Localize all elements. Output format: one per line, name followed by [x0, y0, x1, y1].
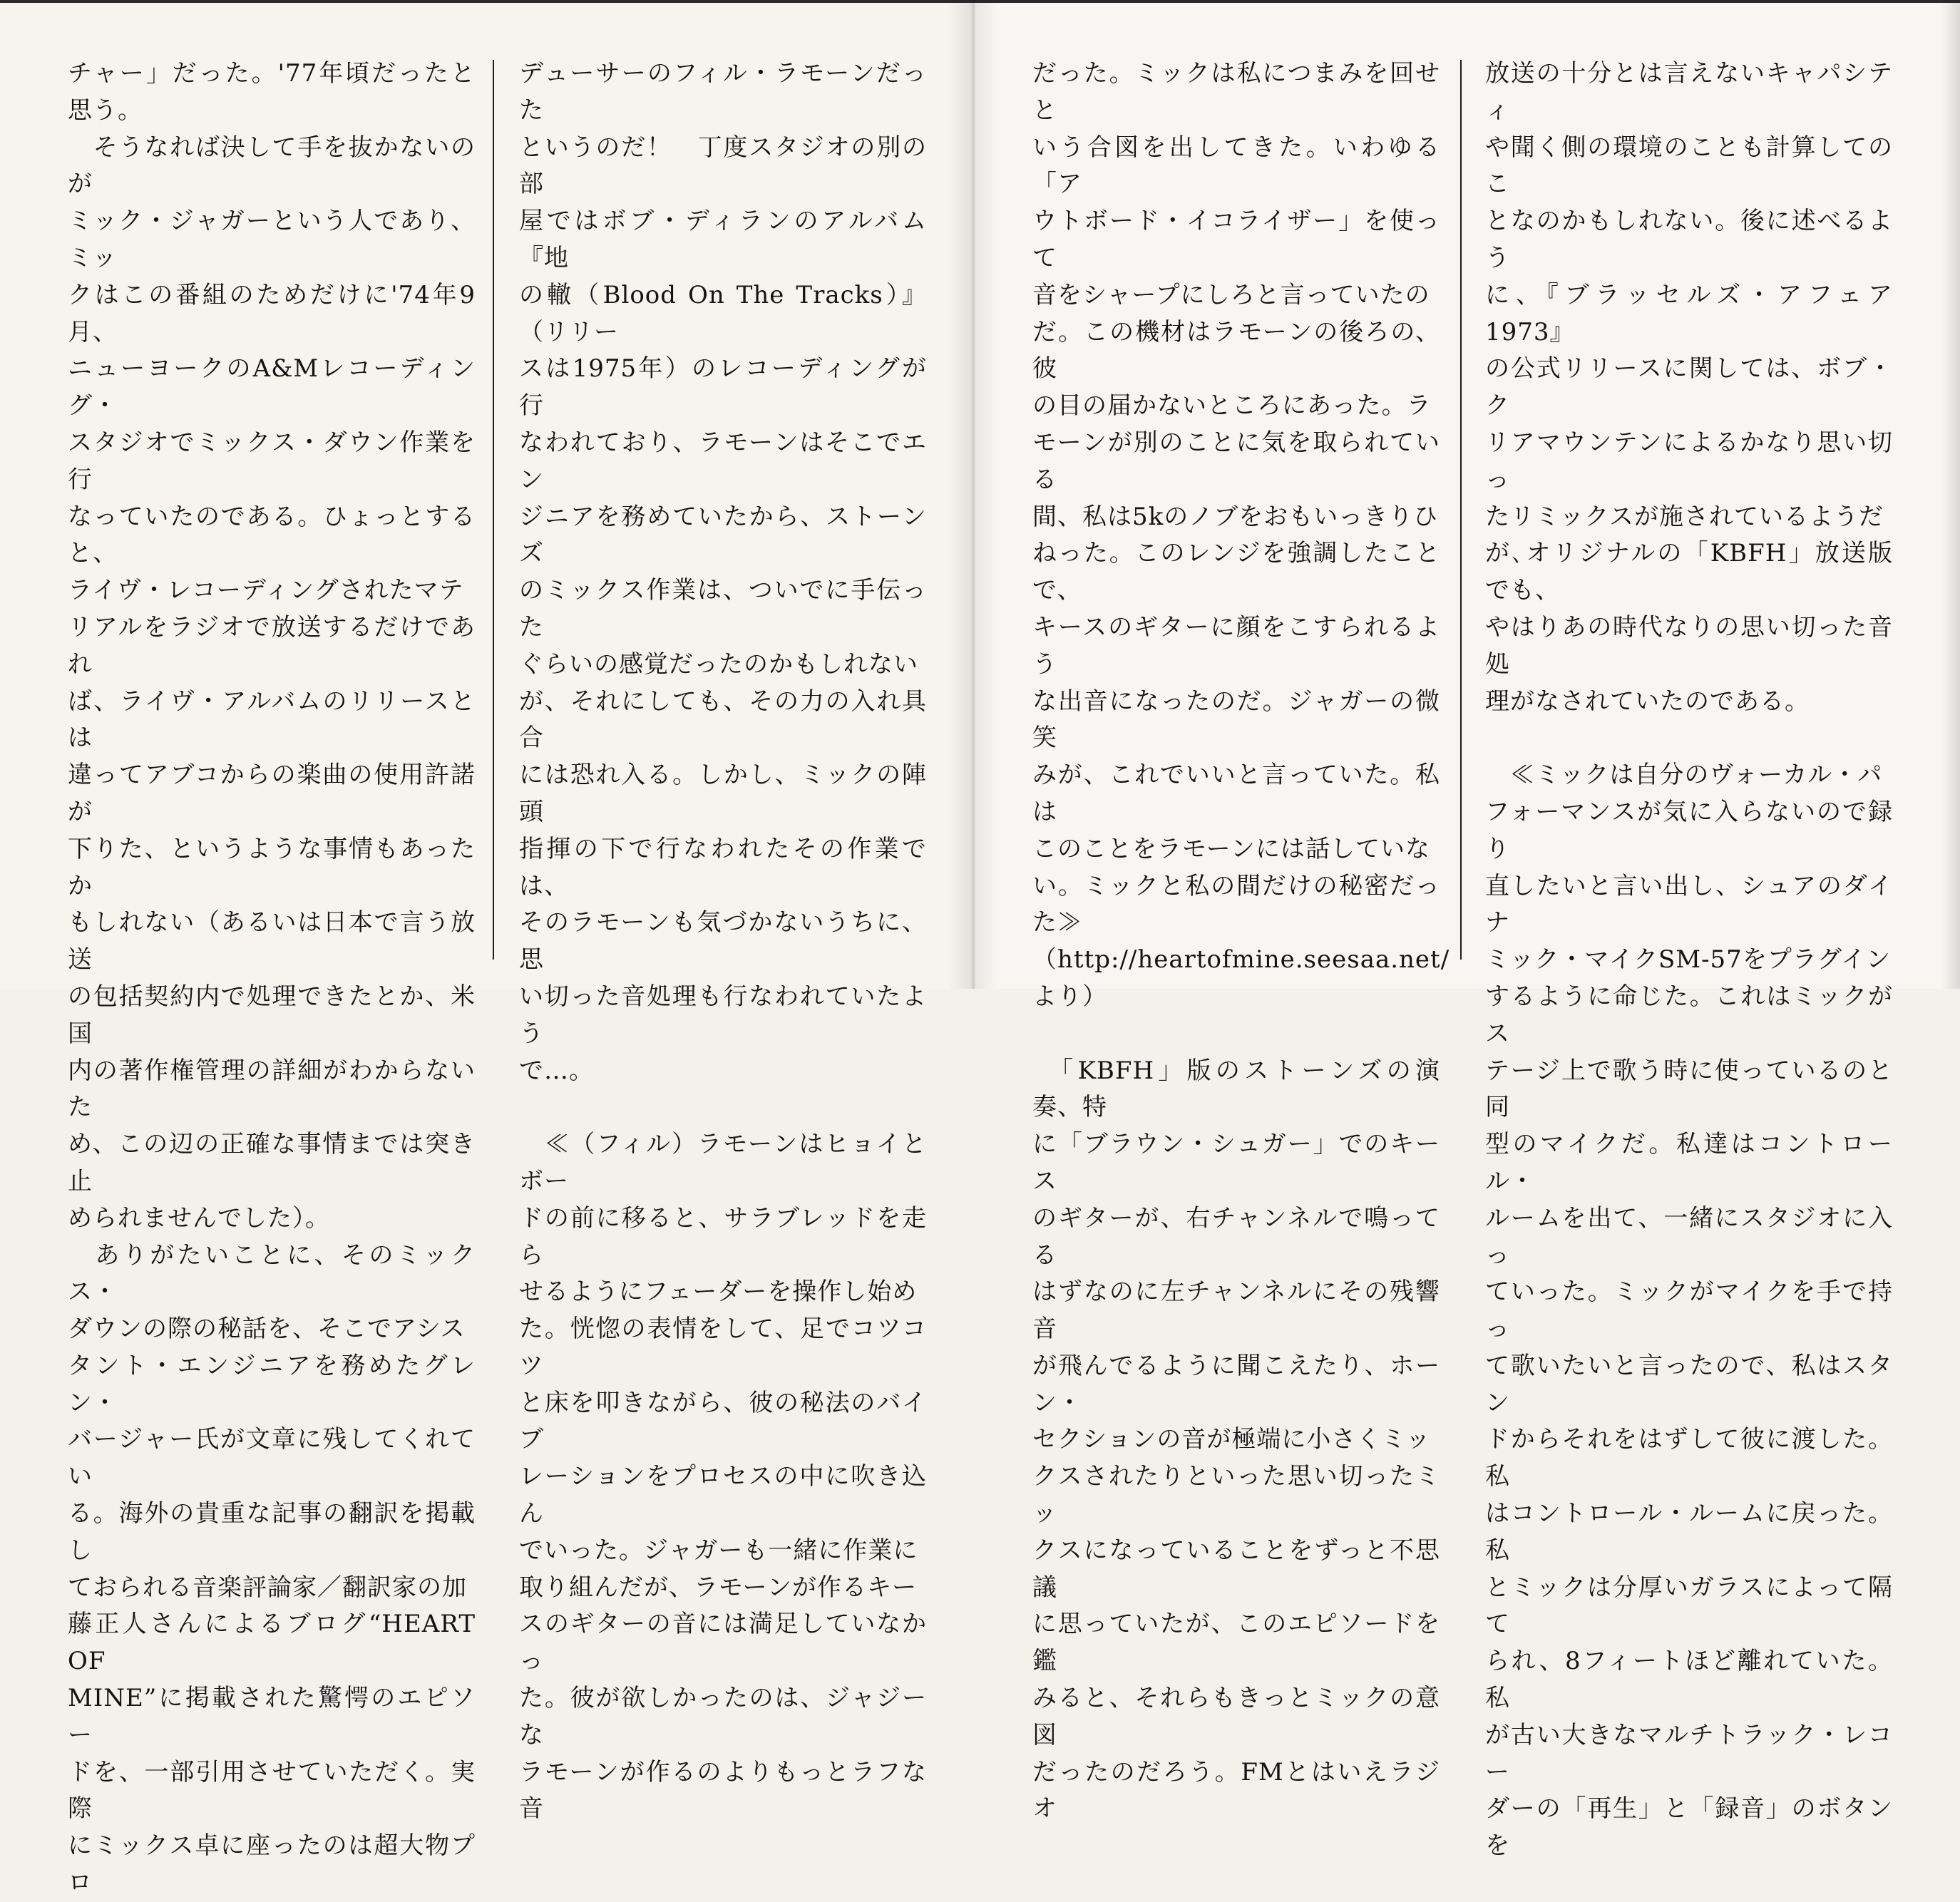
right-page-column-rule — [1460, 60, 1462, 960]
right-page-column-2: 放送の十分とは言えないキャパシティ や聞く側の環境のことも計算してのこ となのかもしれない。後に述べるよう に、『ブラッセルズ・アフェア 1973』 の公式リリースに関しては、ボブ・ク リアマウンテンによるかなり思い切っ たリミックスが施されているようだ が､オリジナルの「KBFH」放送版でも、 やはりあの時代なりの思い切った音処 理がなされていたのである。 ≪ミックは自分のヴォーカル・パ フォーマンスが気に入らないので録り 直したいと言い出し、シュアのダイナ ミック・マイクSM-57をプラグイン するように命じた。これはミックがス テージ上で歌う時に使っているのと同 型のマイクだ。私達はコントロール・ ルームを出て、一緒にスタジオに入っ ていった。ミックがマイクを手で持っ て歌いたいと言ったので、私はスタン ドからそれをはずして彼に渡した。私 はコントロール・ルームに戻った。私 とミックは分厚いガラスによって隔て られ、8フィートほど離れていた。私 が古い大きなマルチトラック・レコー ダーの「再生」と「録音」のボタンを — [1485, 59, 1893, 1861]
page-edge-shadow — [1941, 0, 1960, 989]
left-page-column-rule — [493, 60, 494, 960]
left-page-column-1: チャー」だった。'77年頃だったと思う。 そうなれば決して手を抜かないのが ミック・ジャガーという人であり、ミッ クはこの番組のためだけに'74年9月、 ニューヨークのA&Mレコーディング・ スタジオでミックス・ダウン作業を行 なっていたのである。ひょっとすると、 ライヴ・レコーディングされたマテ リアルをラジオで放送するだけであれ ば、ライヴ・アルバムのリリースとは 違ってアブコからの楽曲の使用許諾が 下りた、というような事情もあったか もしれない（あるいは日本で言う放送 の包括契約内で処理できたとか、米国 内の著作権管理の詳細がわからないた め、この辺の正確な事情までは突き止 められませんでした）。 ありがたいことに、そのミックス・ ダウンの際の秘話を、そこでアシス タント・エンジニアを務めたグレン・ バージャー氏が文章に残してくれてい る。海外の貴重な記事の翻訳を掲載し ておられる音楽評論家／翻訳家の加 藤正人さんによるブログ“HEART OF MINE”に掲載された驚愕のエピソー ドを、一部引用させていただく。実際 にミックス卓に座ったのは超大物プロ — [68, 59, 476, 1898]
left-page-column-2: デューサーのフィル・ラモーンだった というのだ！ 丁度スタジオの別の部 屋ではボブ・ディランのアルバム『地 の轍（Blood On The Tracks）』（リリー スは1975年）のレコーディングが行 なわれており、ラモーンはそこでエン ジニアを務めていたから、ストーンズ のミックス作業は、ついでに手伝った ぐらいの感覚だったのかもしれない が、それにしても、その力の入れ具合 には恐れ入る。しかし、ミックの陣頭 指揮の下で行なわれたその作業では、 そのラモーンも気づかないうちに、思 い切った音処理も行なわれていたよう で…。 ≪（フィル）ラモーンはヒョイとボー ドの前に移ると、サラブレッドを走ら せるようにフェーダーを操作し始め た。恍惚の表情をして、足でコツコツ と床を叩きながら、彼の秘法のバイブ レーションをプロセスの中に吹き込ん でいった。ジャガーも一緒に作業に 取り組んだが、ラモーンが作るキー スのギターの音には満足していなかっ た。彼が欲しかったのは、ジャジーな ラモーンが作るのよりもっとラフな音 — [519, 59, 927, 1824]
right-page-column-1: だった。ミックは私につまみを回せと いう合図を出してきた。いわゆる「ア ウトボード・イコライザー」を使って 音をシャープにしろと言っていたの だ。この機材はラモーンの後ろの、彼 の目の届かないところにあった。ラ モーンが別のことに気を取られている 間、私は5kのノブをおもいっきりひ ねった。このレンジを強調したことで、 キースのギターに顔をこすられるよう な出音になったのだ。ジャガーの微笑 みが、これでいいと言っていた。私は このことをラモーンには話していな い。ミックと私の間だけの秘密だった≫ （http://heartofmine.seesaa.net/ より） 「KBFH」版のストーンズの演奏、特 に「ブラウン・シュガー」でのキース のギターが、右チャンネルで鳴ってる はずなのに左チャンネルにその残響音 が飛んでるように聞こえたり、ホーン・ セクションの音が極端に小さくミッ クスされたりといった思い切ったミッ クスになっていることをずっと不思議 に思っていたが、このエピソードを鑑 みると、それらもきっとミックの意図 だったのだろう。FMとはいえラジオ — [1032, 59, 1450, 1824]
book-gutter — [948, 0, 998, 989]
